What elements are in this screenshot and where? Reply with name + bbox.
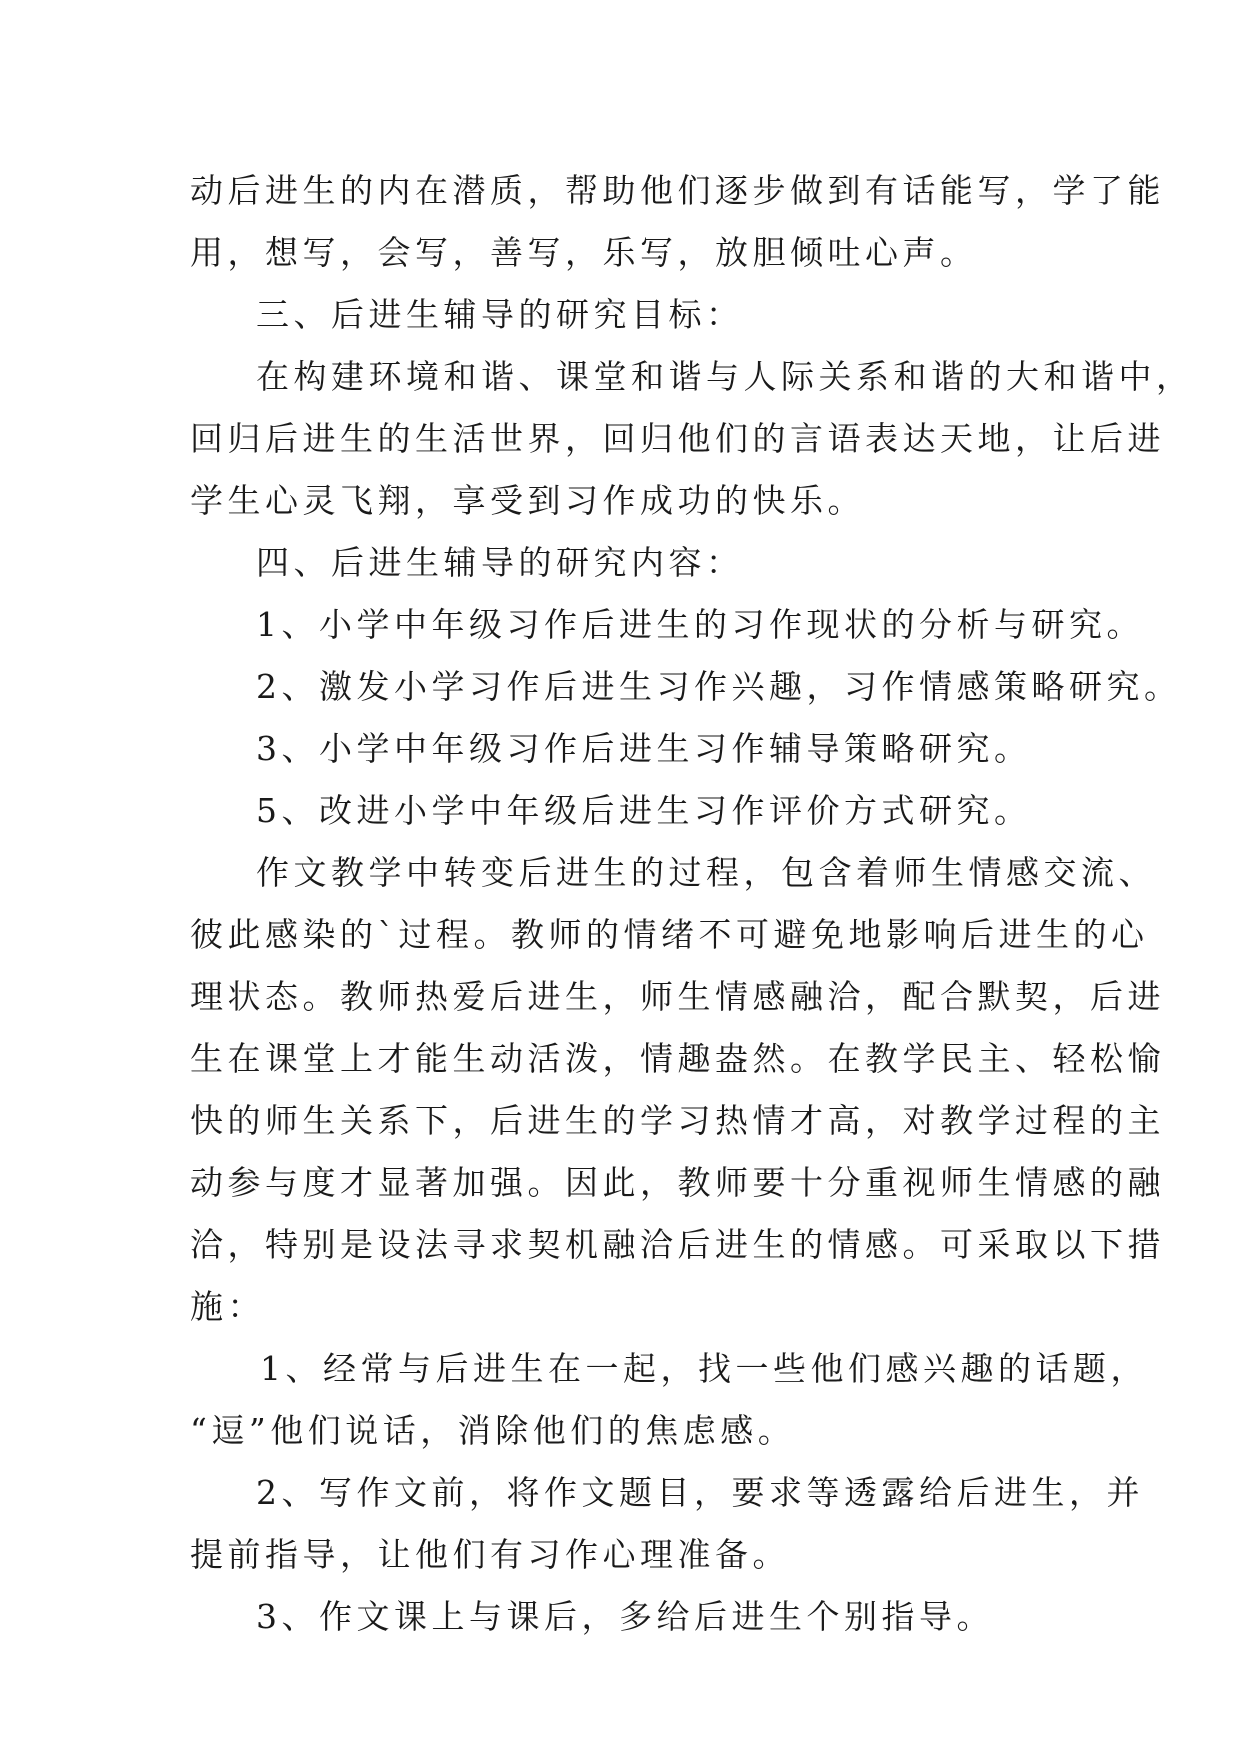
text-line: 用，想写，会写，善写，乐写，放胆倾吐心声。 xyxy=(190,233,978,272)
text-line: 动参与度才显著加强。因此，教师要十分重视师生情感的融 xyxy=(190,1163,1165,1202)
list-item: 1、小学中年级习作后进生的习作现状的分析与研究。 xyxy=(256,605,1144,644)
list-item: 5、改进小学中年级后进生习作评价方式研究。 xyxy=(256,791,1032,830)
text-line: 提前指导，让他们有习作心理准备。 xyxy=(190,1535,790,1574)
text-line: 施： xyxy=(190,1287,265,1326)
list-item: 2、激发小学习作后进生习作兴趣，习作情感策略研究。 xyxy=(256,667,1182,706)
text-line: 在构建环境和谐、课堂和谐与人际关系和谐的大和谐中， xyxy=(256,357,1194,396)
text-line: 彼此感染的`过程。教师的情绪不可避免地影响后进生的心 xyxy=(190,915,1149,954)
list-item: 3、小学中年级习作后进生习作辅导策略研究。 xyxy=(256,729,1032,768)
text-line: “逗”他们说话，消除他们的焦虑感。 xyxy=(190,1411,796,1450)
document-body xyxy=(190,160,1194,1648)
text-line: 生在课堂上才能生动活泼，情趣盎然。在教学民主、轻松愉 xyxy=(190,1039,1165,1078)
text-line: 理状态。教师热爱后进生，师生情感融洽，配合默契，后进 xyxy=(190,977,1165,1016)
list-item: 3、作文课上与课后，多给后进生个别指导。 xyxy=(256,1597,994,1636)
section-heading-goals: 三、后进生辅导的研究目标： xyxy=(256,295,744,334)
text-line: 学生心灵飞翔，享受到习作成功的快乐。 xyxy=(190,481,865,520)
text-line: 作文教学中转变后进生的过程，包含着师生情感交流、 xyxy=(256,853,1156,892)
section-heading-content: 四、后进生辅导的研究内容： xyxy=(256,543,744,582)
list-item: 2、写作文前，将作文题目，要求等透露给后进生，并 xyxy=(256,1473,1144,1512)
text-line: 回归后进生的生活世界，回归他们的言语表达天地，让后进 xyxy=(190,419,1165,458)
text-line: 动后进生的内在潜质，帮助他们逐步做到有话能写，学了能 xyxy=(190,171,1165,210)
text-line: 洽，特别是设法寻求契机融洽后进生的情感。可采取以下措 xyxy=(190,1225,1165,1264)
text-line: 快的师生关系下，后进生的学习热情才高，对教学过程的主 xyxy=(190,1101,1165,1140)
list-item: 1、经常与后进生在一起，找一些他们感兴趣的话题， xyxy=(260,1349,1148,1388)
